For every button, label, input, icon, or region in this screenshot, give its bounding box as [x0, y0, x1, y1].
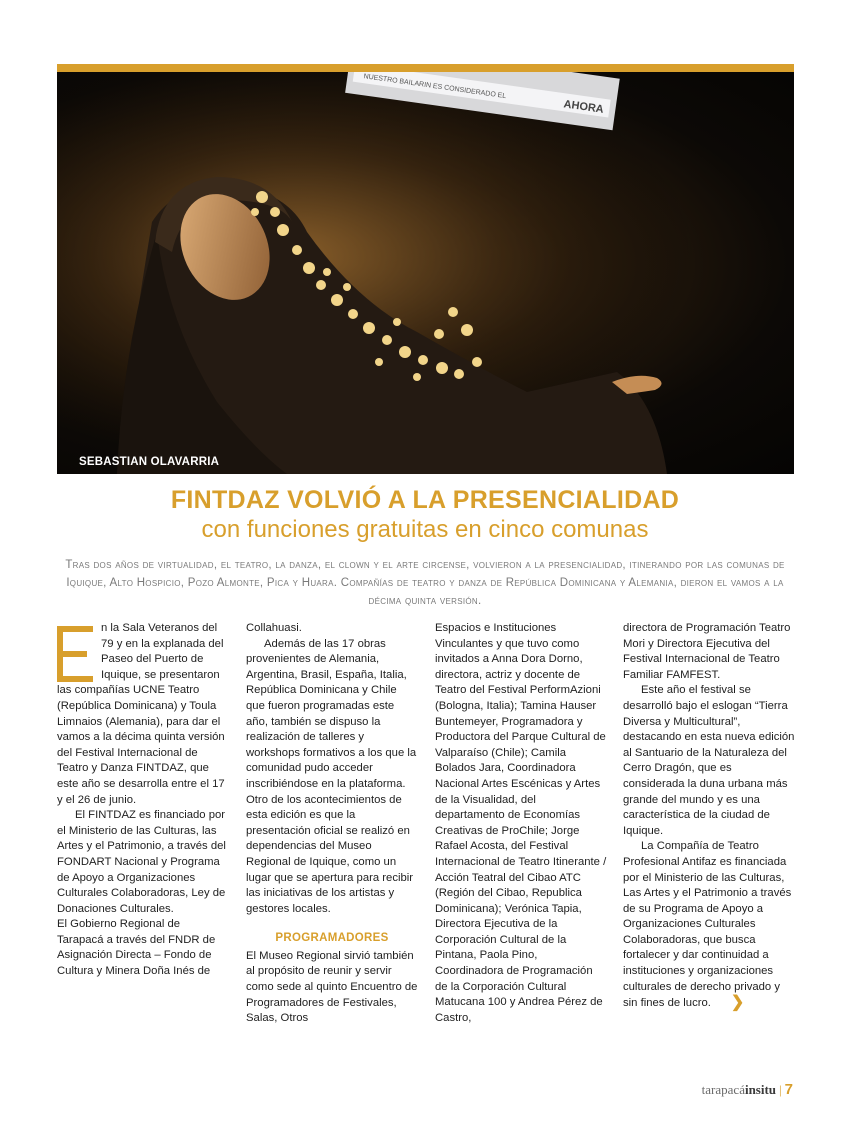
- footer-separator: |: [779, 1082, 782, 1097]
- col4-paragraph-3-text: La Compañía de Teatro Profesional Antifaz es financiada por el Ministerio de las Culturas, Las Artes y el Patrimonio a través de su Programa de Apoyo a Organizaciones Culturales Colaboradoras, que busca fortalecer y dar continuidad a instituciones y organizaciones culturales de derecho privado y sin fines de lucro.: [623, 840, 792, 1010]
- col2-paragraph-2: Además de las 17 obras provenientes de Alemania, Argentina, Brasil, España, Italia, República Dominicana y Chile que fueron programadas este año, también se dispuso la realización de talleres y workshops formativos a los que la comunidad pudo acceder inscribiéndose en la plataforma. Otro de los acontecimientos de esta edición es que la presentación oficial se realizó en dependencias del Museo Regional de Iquique, como un lugar que se apertura para recibir las iniciativas de los artistas y gestores locales.: [246, 637, 417, 915]
- text-column-4: [623, 621, 795, 1012]
- page-number: 7: [784, 1081, 793, 1098]
- col4-paragraph-1: directora de Programación Teatro Mori y Directora Ejecutiva del Festival Internacional de Teatro Familiar FAMFEST.: [623, 622, 791, 681]
- photo-credit: SEBASTIAN OLAVARRIA: [79, 456, 220, 468]
- screen-word: AHORA: [562, 98, 605, 116]
- article-headline: FINTDAZ VOLVIÓ A LA PRESENCIALIDAD: [170, 486, 680, 514]
- brand-name-light: tarapacá: [701, 1082, 745, 1097]
- col1-paragraph-2: El FINTDAZ es financiado por el Ministerio de las Culturas, las Artes y el Patrimonio, a través del FONDART Nacional y Programa de Apoyo a Organizaciones Culturales Colaboradoras, Ley de Donaciones Culturales.: [57, 809, 226, 915]
- screen-caption: NUESTRO BAILARIN ES CONSIDERADO EL: [363, 73, 507, 101]
- article-lead: Tras dos años de virtualidad, el teatro, la danza, el clown y el arte circense, volvieron a la presencialidad, itinerando por las comunas de Iquique, Alto Hospicio, Pozo Almonte, Pica y Huara. Compañías de teatro y danza de República Dominicana y Alemania, dieron el vamos a la décima quinta versión.: [65, 559, 785, 607]
- col1-paragraph-1: n la Sala Veteranos del 79 y en la explanada del Paseo del Puerto de Iquique, se presentaron las compañías UCNE Teatro (República Dominicana) y Toula Limnaios (Alemania), para dar el vamos a la décima quinta versión del Festival Internacional de Teatro y Danza FINTDAZ, que este año se desarrolla entre el 17 y el 26 de junio.: [57, 622, 225, 806]
- col3-paragraph-1: Espacios e Instituciones Vinculantes y que tuvo como invitados a Anna Dora Dorno, directora, actriz y docente de Teatro del Festival PerformAzioni (Bologna, Italia); Tamina Hauser Buntemeyer, Programadora y Productora del Parque Cultural de Valparaíso (Chile); Camila Bolados Jara, Coordinadora Nacional Artes Escénicas y Artes de la Visualidad, del departamento de Economías Creativas de ProChile; Jorge Rafael Acosta, del Festival Internacional de Teatro Itinerante / Acción Teatral del Cibao ATC (Región del Cibao, Republica Dominicana); Verónica Tapia, Directora Ejecutiva de la Corporación Cultural de la Pintana, Paola Pino, Coordinadora de Programación de la Corporación Cultural Matucana 100 y Andrea Pérez de Castro,: [435, 622, 607, 1024]
- text-column-1: [57, 621, 229, 980]
- col4-paragraph-3: [623, 839, 795, 1012]
- page-footer: [702, 1081, 793, 1098]
- col2-paragraph-3: El Museo Regional sirvió también al propósito de reunir y servir como sede al quinto Encuentro de Programadores de Festivales, Salas, Otros: [246, 949, 418, 1025]
- hero-photo: [57, 72, 794, 474]
- section-title-programadores: PROGRAMADORES: [275, 932, 389, 945]
- text-column-2: [246, 621, 418, 1027]
- article-subheadline: con funciones gratuitas en cinco comunas: [201, 516, 649, 543]
- top-accent-bar: [57, 64, 794, 72]
- col4-paragraph-2: Este año el festival se desarrolló bajo el eslogan “Tierra Diversa y Multicultural”, destacando en esta nueva edición al Santuario de la Naturaleza del Cerro Dragón, que es considerada la duna urbana más grande del mundo y es una característica de la ciudad de Iquique.: [623, 684, 795, 837]
- brand-name-bold: insitu: [744, 1082, 777, 1097]
- col1-paragraph-3: El Gobierno Regional de Tarapacá a través del FNDR de Asignación Directa – Fondo de Cultura y Minera Doña Inés de: [57, 918, 216, 978]
- dropcap: [57, 626, 95, 682]
- performer-illustration: [57, 72, 794, 474]
- chevron-right-icon: ❯: [730, 994, 745, 1012]
- text-column-3: [435, 621, 607, 1026]
- col2-paragraph-1: Collahuasi.: [246, 622, 302, 634]
